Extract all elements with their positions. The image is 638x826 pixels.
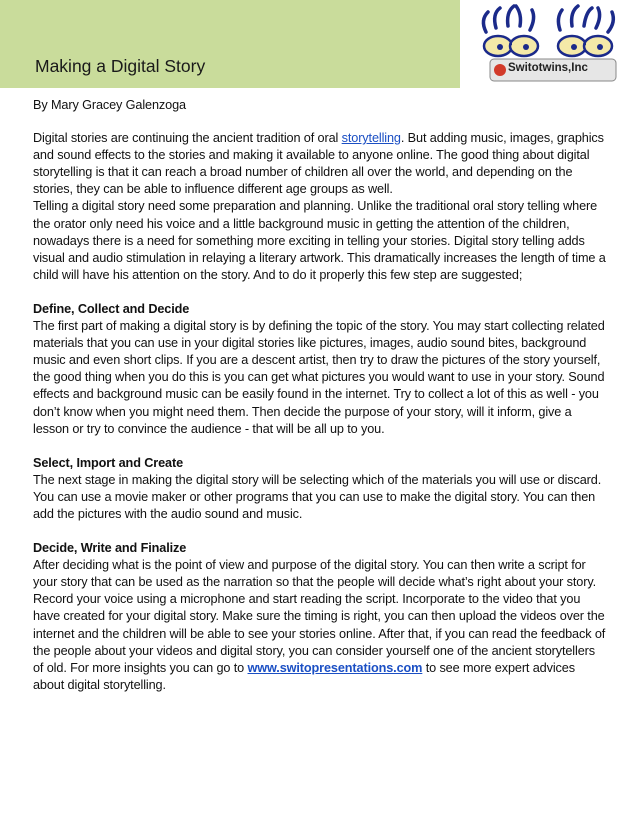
section-heading-define: Define, Collect and Decide <box>33 301 190 316</box>
logo-text: Switotwins,Inc <box>508 62 588 74</box>
section-heading-decide: Decide, Write and Finalize <box>33 541 187 556</box>
page-title: Making a Digital Story <box>35 56 206 76</box>
section-body-select: The next stage in making the digital story will be selecting which of the materials you will use or discard. You can use a movie maker or other programs that you can use to make the digital story. You can then add the pictures with the audio sound and music. <box>33 472 602 521</box>
section-heading-select: Select, Import and Create <box>33 455 183 470</box>
section-body-decide: After deciding what is the point of view and purpose of the digital story. You can then write a script for your story that can be used as the narration so that the people will decide what’s right about your story. Record your voice using a microphone and start reading the script. Incorporate to the video that you have created for your digital story. Make sure the timing is right, you can then upload the videos over the internet and the children will be able to see your stories online. After that, if you can read the feedback of the people about your videos and digital story, you can consider yourself one of the ancient storytellers of old. For more insights you can go to www.switopresentations.com to see more expert advices about digital storytelling. <box>33 558 606 692</box>
storytelling-link[interactable]: storytelling <box>341 131 401 146</box>
byline: By Mary Gracey Galenzoga <box>33 98 186 112</box>
section-body-define: The first part of making a digital story is by defining the topic of the story. You may start collecting related materials that you can use in your digital stories like pictures, images, audio sound bites, background music and even short clips. If you are a descent artist, then try to draw the pictures of the story yourself, the good thing when you do this is you can get what pictures you would want to use in your story. Sound effects and background music can be easily found in the internet. Try to collect a lot of this as well - you don’t know when you might need them. Then decide the purpose of your story, will it inform, give a lesson or try to convince the audience - that will be all up to you. <box>33 319 605 436</box>
intro-paragraph: Digital stories are continuing the ancient tradition of oral storytelling. But adding music, images, graphics and sound effects to the stories and making it available to anyone online. The good thing about digital storytelling is that it can reach a broad number of children all over the world, and depending on the stories, they can be able to influence different age groups as well. <box>33 131 604 197</box>
switopresentations-link[interactable]: www.switopresentations.com <box>247 660 423 675</box>
article-body <box>33 97 608 694</box>
intro-paragraph-2: Telling a digital story need some preparation and planning. Unlike the traditional oral story telling where the orator only need his voice and a little background music in getting the attention of the children, nowadays there is a need for something more exciting in telling your stories. Digital story telling adds visual and audio stimulation in relaying a literary artwork. This dramatically increases the length of time a child will have his attention on the story. And to do it properly this few step are suggested; <box>33 199 606 282</box>
